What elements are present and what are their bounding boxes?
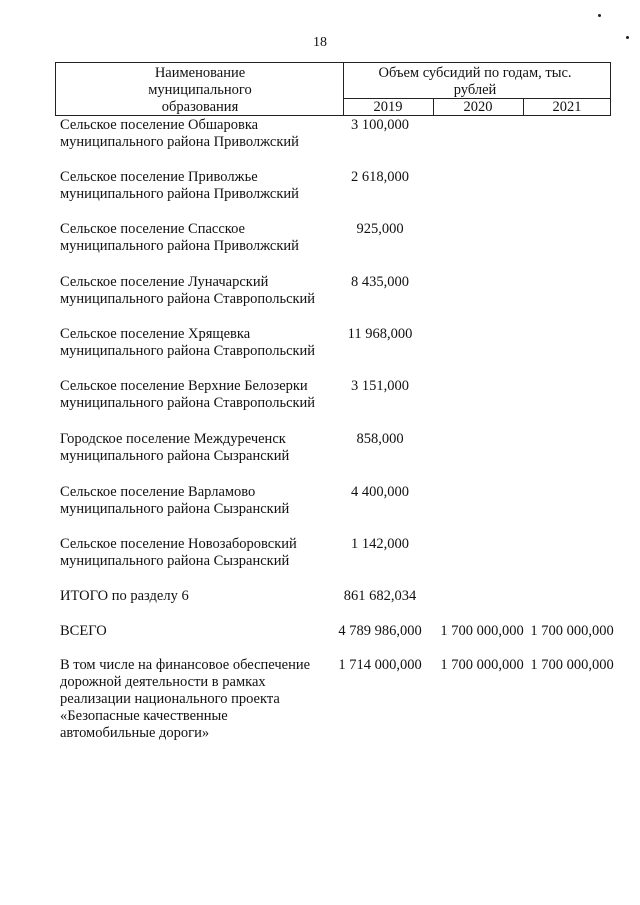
grand-total-2021: 1 700 000,000: [530, 623, 614, 639]
row-name: Городское поселение Междуреченск муниципального района Сызранский: [60, 431, 290, 464]
row-name: Сельское поселение Верхние Белозерки муниципального района Ставропольский: [60, 378, 316, 411]
road-funding-2019: 1 714 000,000: [338, 657, 422, 673]
section-total-label: ИТОГО по разделу 6: [60, 588, 189, 604]
header-year-2019: 2019: [373, 99, 403, 115]
scan-speck: [598, 14, 601, 17]
row-value-2019: 3 100,000: [351, 117, 409, 133]
grand-total-2019: 4 789 986,000: [338, 623, 422, 639]
page-number: 18: [313, 35, 327, 50]
road-funding-2021: 1 700 000,000: [530, 657, 614, 673]
row-name: Сельское поселение Приволжье муниципального района Приволжский: [60, 169, 299, 202]
road-funding-label: В том числе на финансовое обеспечение дорожной деятельности в рамках реализации национального проекта «Безопасные качественные автомобильные дороги»: [60, 657, 311, 741]
row-name: Сельское поселение Варламово муниципального района Сызранский: [60, 484, 290, 517]
row-value-2019: 4 400,000: [351, 484, 409, 500]
row-name: Сельское поселение Новозаборовский муниципального района Сызранский: [60, 536, 297, 569]
header-name: Наименование муниципального образования: [148, 65, 252, 115]
row-value-2019: 925,000: [356, 221, 404, 237]
table-header: [55, 62, 611, 116]
row-value-2019: 8 435,000: [351, 274, 409, 290]
header-year-2020: 2020: [463, 99, 493, 115]
section-total-2019: 861 682,034: [343, 588, 417, 604]
row-value-2019: 3 151,000: [351, 378, 409, 394]
grand-total-2020: 1 700 000,000: [440, 623, 524, 639]
road-funding-2020: 1 700 000,000: [440, 657, 524, 673]
row-value-2019: 2 618,000: [351, 169, 409, 185]
row-name: Сельское поселение Луначарский муниципального района Ставропольский: [60, 274, 316, 307]
row-value-2019: 11 968,000: [347, 326, 413, 342]
row-value-2019: 1 142,000: [351, 536, 409, 552]
header-year-2021: 2021: [552, 99, 582, 115]
row-name: Сельское поселение Спасское муниципального района Приволжский: [60, 221, 299, 254]
header-volume: Объем субсидий по годам, тыс. рублей: [378, 65, 572, 98]
scan-speck: [626, 36, 629, 39]
row-name: Сельское поселение Обшаровка муниципального района Приволжский: [60, 117, 299, 150]
row-name: Сельское поселение Хрящевка муниципального района Ставропольский: [60, 326, 316, 359]
grand-total-label: ВСЕГО: [60, 623, 107, 639]
row-value-2019: 858,000: [356, 431, 404, 447]
